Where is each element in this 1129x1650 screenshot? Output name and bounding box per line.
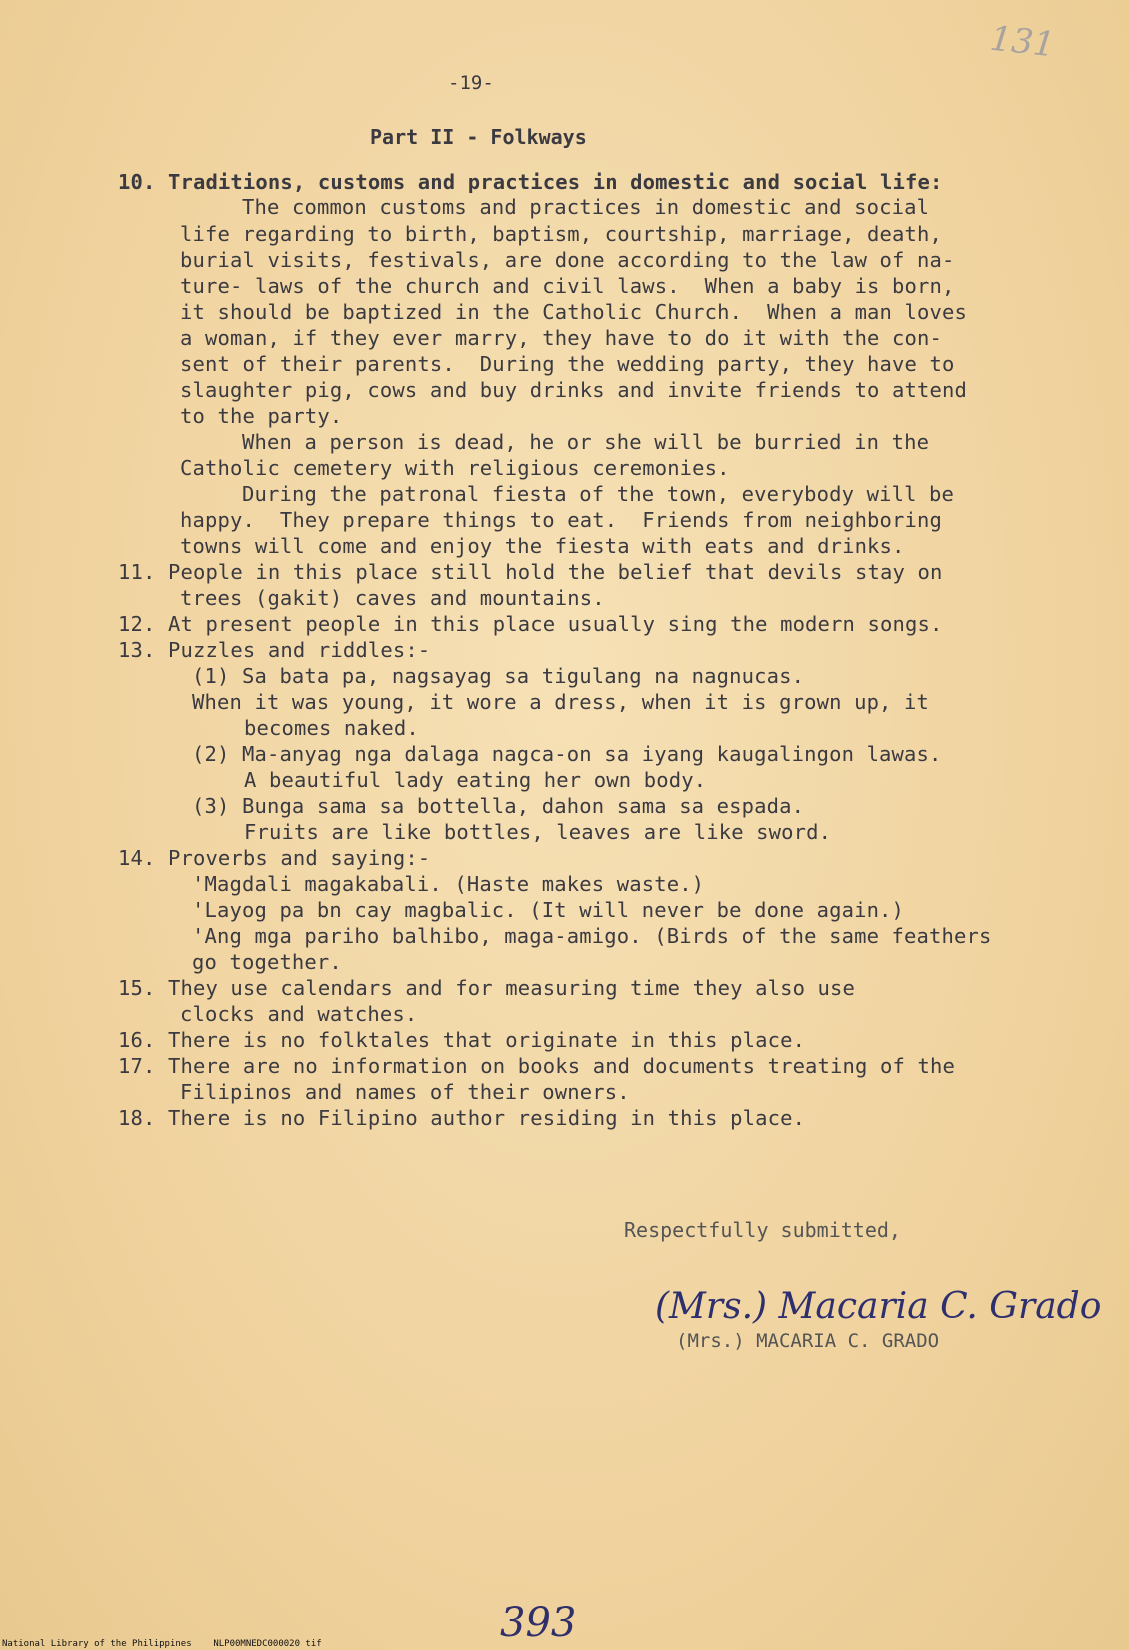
text-line: it should be baptized in the Catholic Church. When a man loves <box>180 300 967 324</box>
handwritten-page-number: 131 <box>988 18 1057 66</box>
text-line: to the party. <box>180 404 343 428</box>
item-16: 16. There is no folktales that originate in this place. <box>118 1028 806 1052</box>
text-line: sent of their parents. During the wedding party, they have to <box>180 352 955 376</box>
text-line: Filipinos and names of their owners. <box>180 1080 630 1104</box>
handwritten-signature: (Mrs.) Macaria C. Grado <box>655 1286 1102 1327</box>
text-line: ture- laws of the church and civil laws. When a baby is born, <box>180 274 955 298</box>
text-line: trees (gakit) caves and mountains. <box>180 586 605 610</box>
text-line: When it was young, it wore a dress, when it is grown up, it <box>192 690 930 714</box>
text-line: During the patronal fiesta of the town, everybody will be <box>242 482 955 506</box>
text-line: a woman, if they ever marry, they have to do it with the con- <box>180 326 943 350</box>
text-line: clocks and watches. <box>180 1002 418 1026</box>
riddle-3: (3) Bunga sama sa bottella, dahon sama sa espada. <box>192 794 805 818</box>
text-line: life regarding to birth, baptism, courtship, marriage, death, <box>180 222 943 246</box>
proverb-2: 'Layog pa bn cay magbalic. (It will never be done again.) <box>192 898 905 922</box>
text-line: When a person is dead, he or she will be burried in the <box>242 430 930 454</box>
item-12: 12. At present people in this place usually sing the modern songs. <box>118 612 943 636</box>
archive-footer: National Library of the Philippines NLP00MNEDC000020 tif <box>2 1639 322 1649</box>
riddle-1: (1) Sa bata pa, nagsayag sa tigulang na nagnucas. <box>192 664 805 688</box>
proverb-3: 'Ang mga pariho balhibo, maga-amigo. (Birds of the same feathers <box>192 924 992 948</box>
text-line: The common customs and practices in domestic and social <box>242 195 930 219</box>
item-14: 14. Proverbs and saying:- <box>118 846 431 870</box>
text-line: Fruits are like bottles, leaves are like sword. <box>244 820 832 844</box>
typed-signatory-name: (Mrs.) MACARIA C. GRADO <box>676 1330 940 1352</box>
item-17: 17. There are no information on books and documents treating of the <box>118 1054 955 1078</box>
text-line: Catholic cemetery with religious ceremonies. <box>180 456 730 480</box>
text-line: go together. <box>192 950 342 974</box>
section-10-heading: 10. Traditions, customs and practices in domestic and social life: <box>118 170 943 194</box>
text-line: A beautiful lady eating her own body. <box>244 768 707 792</box>
proverb-1: 'Magdali magakabali. (Haste makes waste.) <box>192 872 705 896</box>
text-line: burial visits, festivals, are done according to the law of na- <box>180 248 955 272</box>
page-title: Part II - Folkways <box>370 125 587 149</box>
handwritten-archive-number: 393 <box>500 1600 577 1646</box>
text-line: happy. They prepare things to eat. Friends from neighboring <box>180 508 943 532</box>
riddle-2: (2) Ma-anyag nga dalaga nagca-on sa iyang kaugalingon lawas. <box>192 742 942 766</box>
closing-phrase: Respectfully submitted, <box>624 1218 901 1242</box>
text-line: becomes naked. <box>244 716 419 740</box>
item-11: 11. People in this place still hold the belief that devils stay on <box>118 560 943 584</box>
text-line: towns will come and enjoy the fiesta with eats and drinks. <box>180 534 905 558</box>
item-15: 15. They use calendars and for measuring time they also use <box>118 976 856 1000</box>
text-line: slaughter pig, cows and buy drinks and invite friends to attend <box>180 378 967 402</box>
item-13: 13. Puzzles and riddles:- <box>118 638 431 662</box>
page-number: -19- <box>448 72 494 94</box>
item-18: 18. There is no Filipino author residing in this place. <box>118 1106 806 1130</box>
